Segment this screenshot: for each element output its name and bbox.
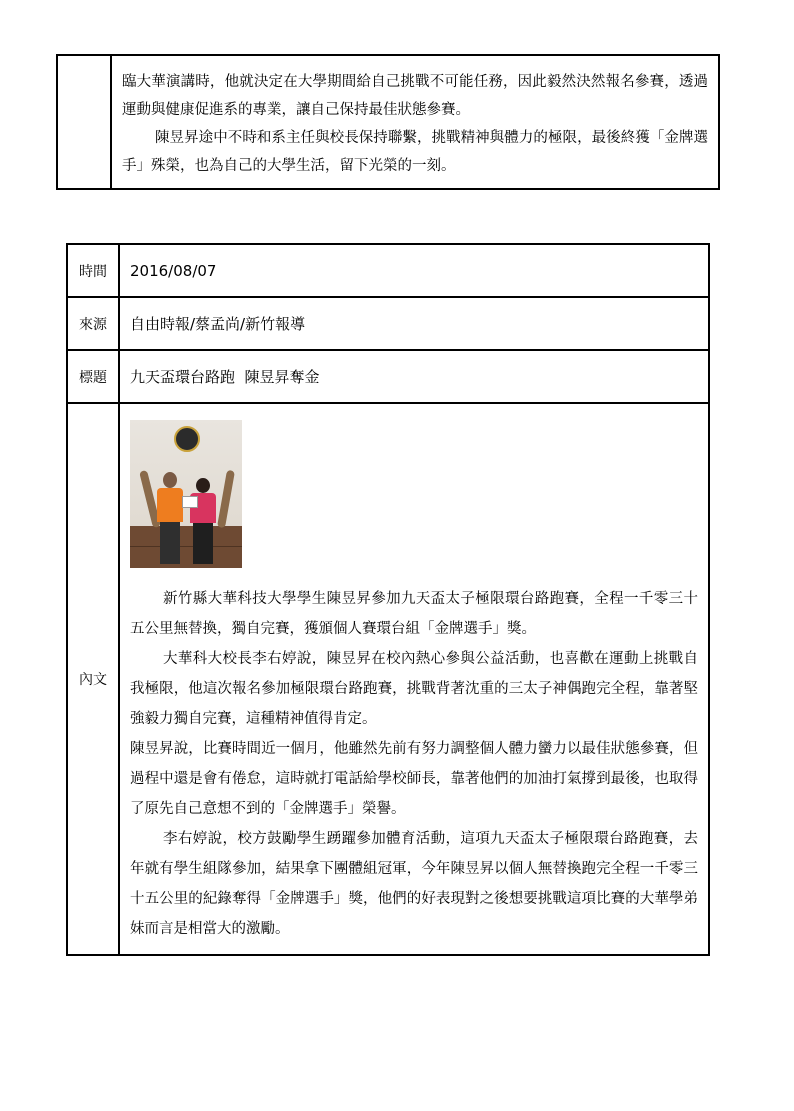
body-paragraph: 大華科大校長李右婷說，陳昱昇在校內熱心參與公益活動，也喜歡在運動上挑戰自我極限，他這次報名參加極限環台路跑賽，挑戰背著沈重的三太子神偶跑完全程，靠著堅強毅力獨自完賽，這種精神值得肯定。 [130,651,698,727]
continuation-paragraph: 臨大華演講時，他就決定在大學期間給自己挑戰不可能任務，因此毅然決然報名參賽，透過運動與健康促進系的專業，讓自己保持最佳狀態參賽。 [122,74,708,118]
body-content [119,403,709,955]
source-value: 自由時報/蔡孟尚/新竹報導 [119,297,709,350]
source-label: 來源 [67,297,119,350]
body-paragraph: 新竹縣大華科技大學學生陳昱昇參加九天盃太子極限環台路跑賽，全程一千零三十五公里無替換，獨自完賽，獲頒個人賽環台組「金牌選手」獎。 [130,591,698,637]
time-value: 2016/08/07 [119,244,709,297]
news-record-table [66,243,710,956]
continuation-table [56,54,720,190]
continuation-text-cell [111,55,719,189]
body-label: 內文 [67,403,119,955]
title-label: 標題 [67,350,119,403]
title-value: 九天盃環台路跑 陳昱昇奪金 [119,350,709,403]
emblem-icon [174,426,200,452]
body-paragraph: 陳昱昇說，比賽時間近一個月，他雖然先前有努力調整個人體力蠻力以最佳狀態參賽，但過程中還是會有倦怠，這時就打電話給學校師長，靠著他們的加油打氣撐到最後，也取得了原先自己意想不到的「金牌選手」榮譽。 [130,741,698,817]
news-photo [130,420,242,568]
time-label: 時間 [67,244,119,297]
continuation-label-cell [57,55,111,189]
body-paragraph: 李右婷說，校方鼓勵學生踴躍參加體育活動，這項九天盃太子極限環台路跑賽，去年就有學生組隊參加，結果拿下團體組冠軍，今年陳昱昇以個人無替換跑完全程一千零三十五公里的紀錄奪得「金牌選手」獎，他們的好表現對之後想要挑戰這項比賽的大華學弟妹而言是相當大的激勵。 [130,831,698,937]
continuation-paragraph: 陳昱昇途中不時和系主任與校長保持聯繫，挑戰精神與體力的極限，最後終獲「金牌選手」殊榮，也為自己的大學生活，留下光榮的一刻。 [122,130,708,174]
